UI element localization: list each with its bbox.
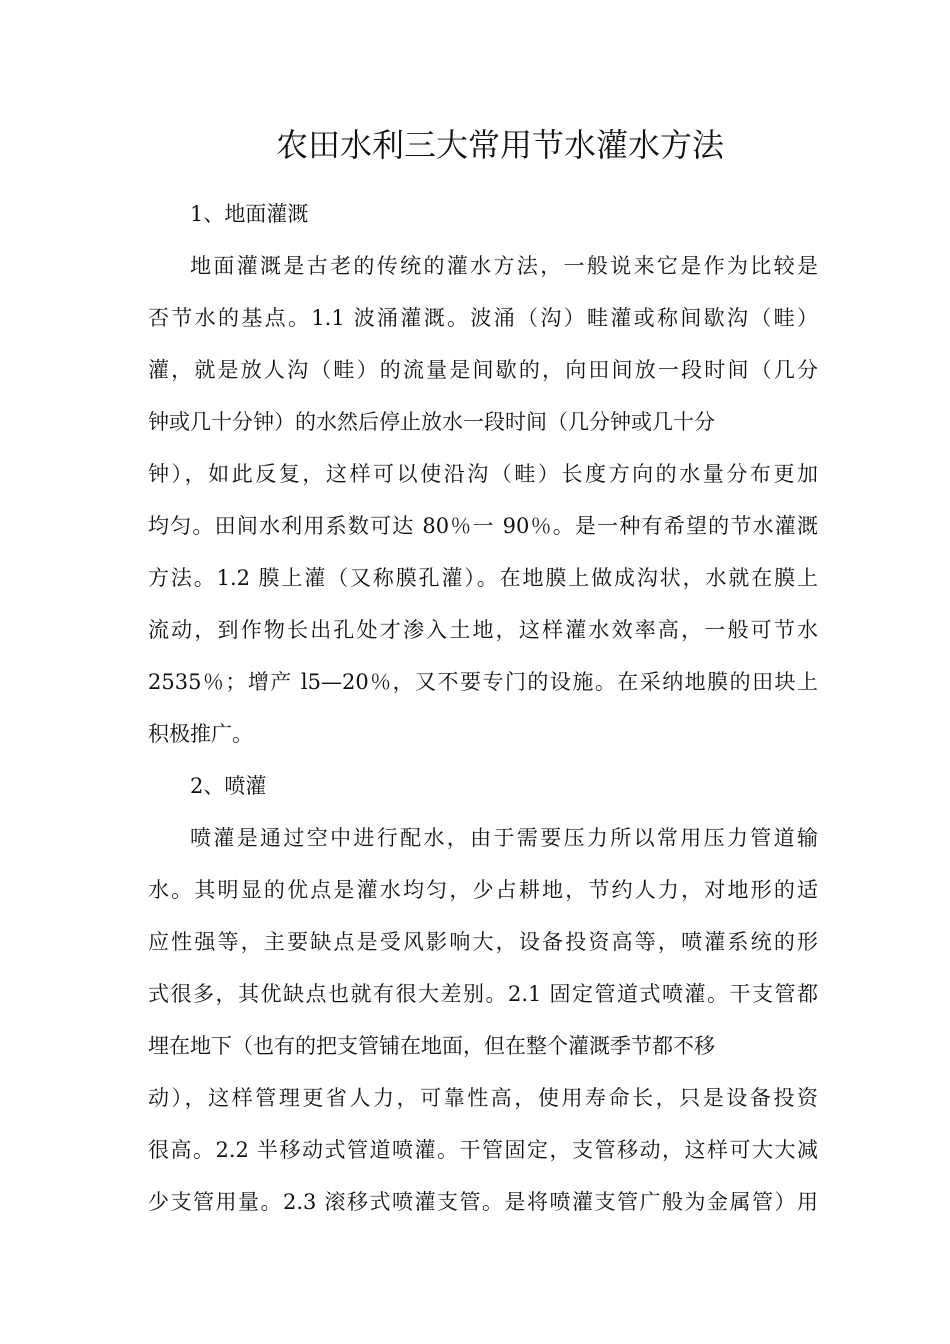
paragraph-line: 灌，就是放人沟（畦）的流量是间歇的，向田间放一段时间（几分 — [148, 358, 818, 382]
section-heading-1: 1、地面灌溉 — [190, 202, 309, 226]
paragraph-line: 很高。2.2 半移动式管道喷灌。干管固定，支管移动，这样可大大减 — [148, 1138, 818, 1162]
paragraph-line: 埋在地下（也有的把支管铺在地面，但在整个灌溉季节都不移 — [148, 1034, 715, 1058]
paragraph-line: 应性强等，主要缺点是受风影响大，设备投资高等，喷灌系统的形 — [148, 930, 818, 954]
paragraph-line: 水。其明显的优点是灌水均匀，少占耕地，节约人力，对地形的适 — [148, 878, 818, 902]
paragraph-line: 喷灌是通过空中进行配水，由于需要压力所以常用压力管道输 — [190, 826, 818, 850]
paragraph-line: 地面灌溉是古老的传统的灌水方法，一般说来它是作为比较是 — [190, 254, 818, 278]
paragraph-line: 钟），如此反复，这样可以使沿沟（畦）长度方向的水量分布更加 — [148, 462, 818, 486]
paragraph-line: 否节水的基点。1.1 波涌灌溉。波涌（沟）畦灌或称间歇沟（畦） — [148, 306, 818, 330]
paragraph-line: 积极推广。 — [148, 722, 253, 746]
paragraph-line: 式很多，其优缺点也就有很大差别。2.1 固定管道式喷灌。干支管都 — [148, 982, 818, 1006]
paragraph-line: 方法。1.2 膜上灌（又称膜孔灌）。在地膜上做成沟状，水就在膜上 — [148, 566, 818, 590]
paragraph-line: 少支管用量。2.3 滚移式喷灌支管。是将喷灌支管广般为金属管）用 — [148, 1190, 818, 1214]
paragraph-line: 均匀。田间水利用系数可达 80％一 90％。是一种有希望的节水灌溉 — [148, 514, 818, 538]
paragraph-line: 动），这样管理更省人力，可靠性高，使用寿命长，只是设备投资 — [148, 1086, 818, 1110]
document-title: 农田水利三大常用节水灌水方法 — [275, 126, 724, 164]
paragraph-line: 2535％；增产 l5—20％，又不要专门的设施。在采纳地膜的田块上 — [148, 670, 818, 694]
section-heading-2: 2、喷灌 — [190, 774, 267, 798]
paragraph-line: 钟或几十分钟）的水然后停止放水一段时间（几分钟或几十分 — [148, 410, 715, 434]
paragraph-line: 流动，到作物长出孔处才渗入土地，这样灌水效率高，一般可节水 — [148, 618, 818, 642]
